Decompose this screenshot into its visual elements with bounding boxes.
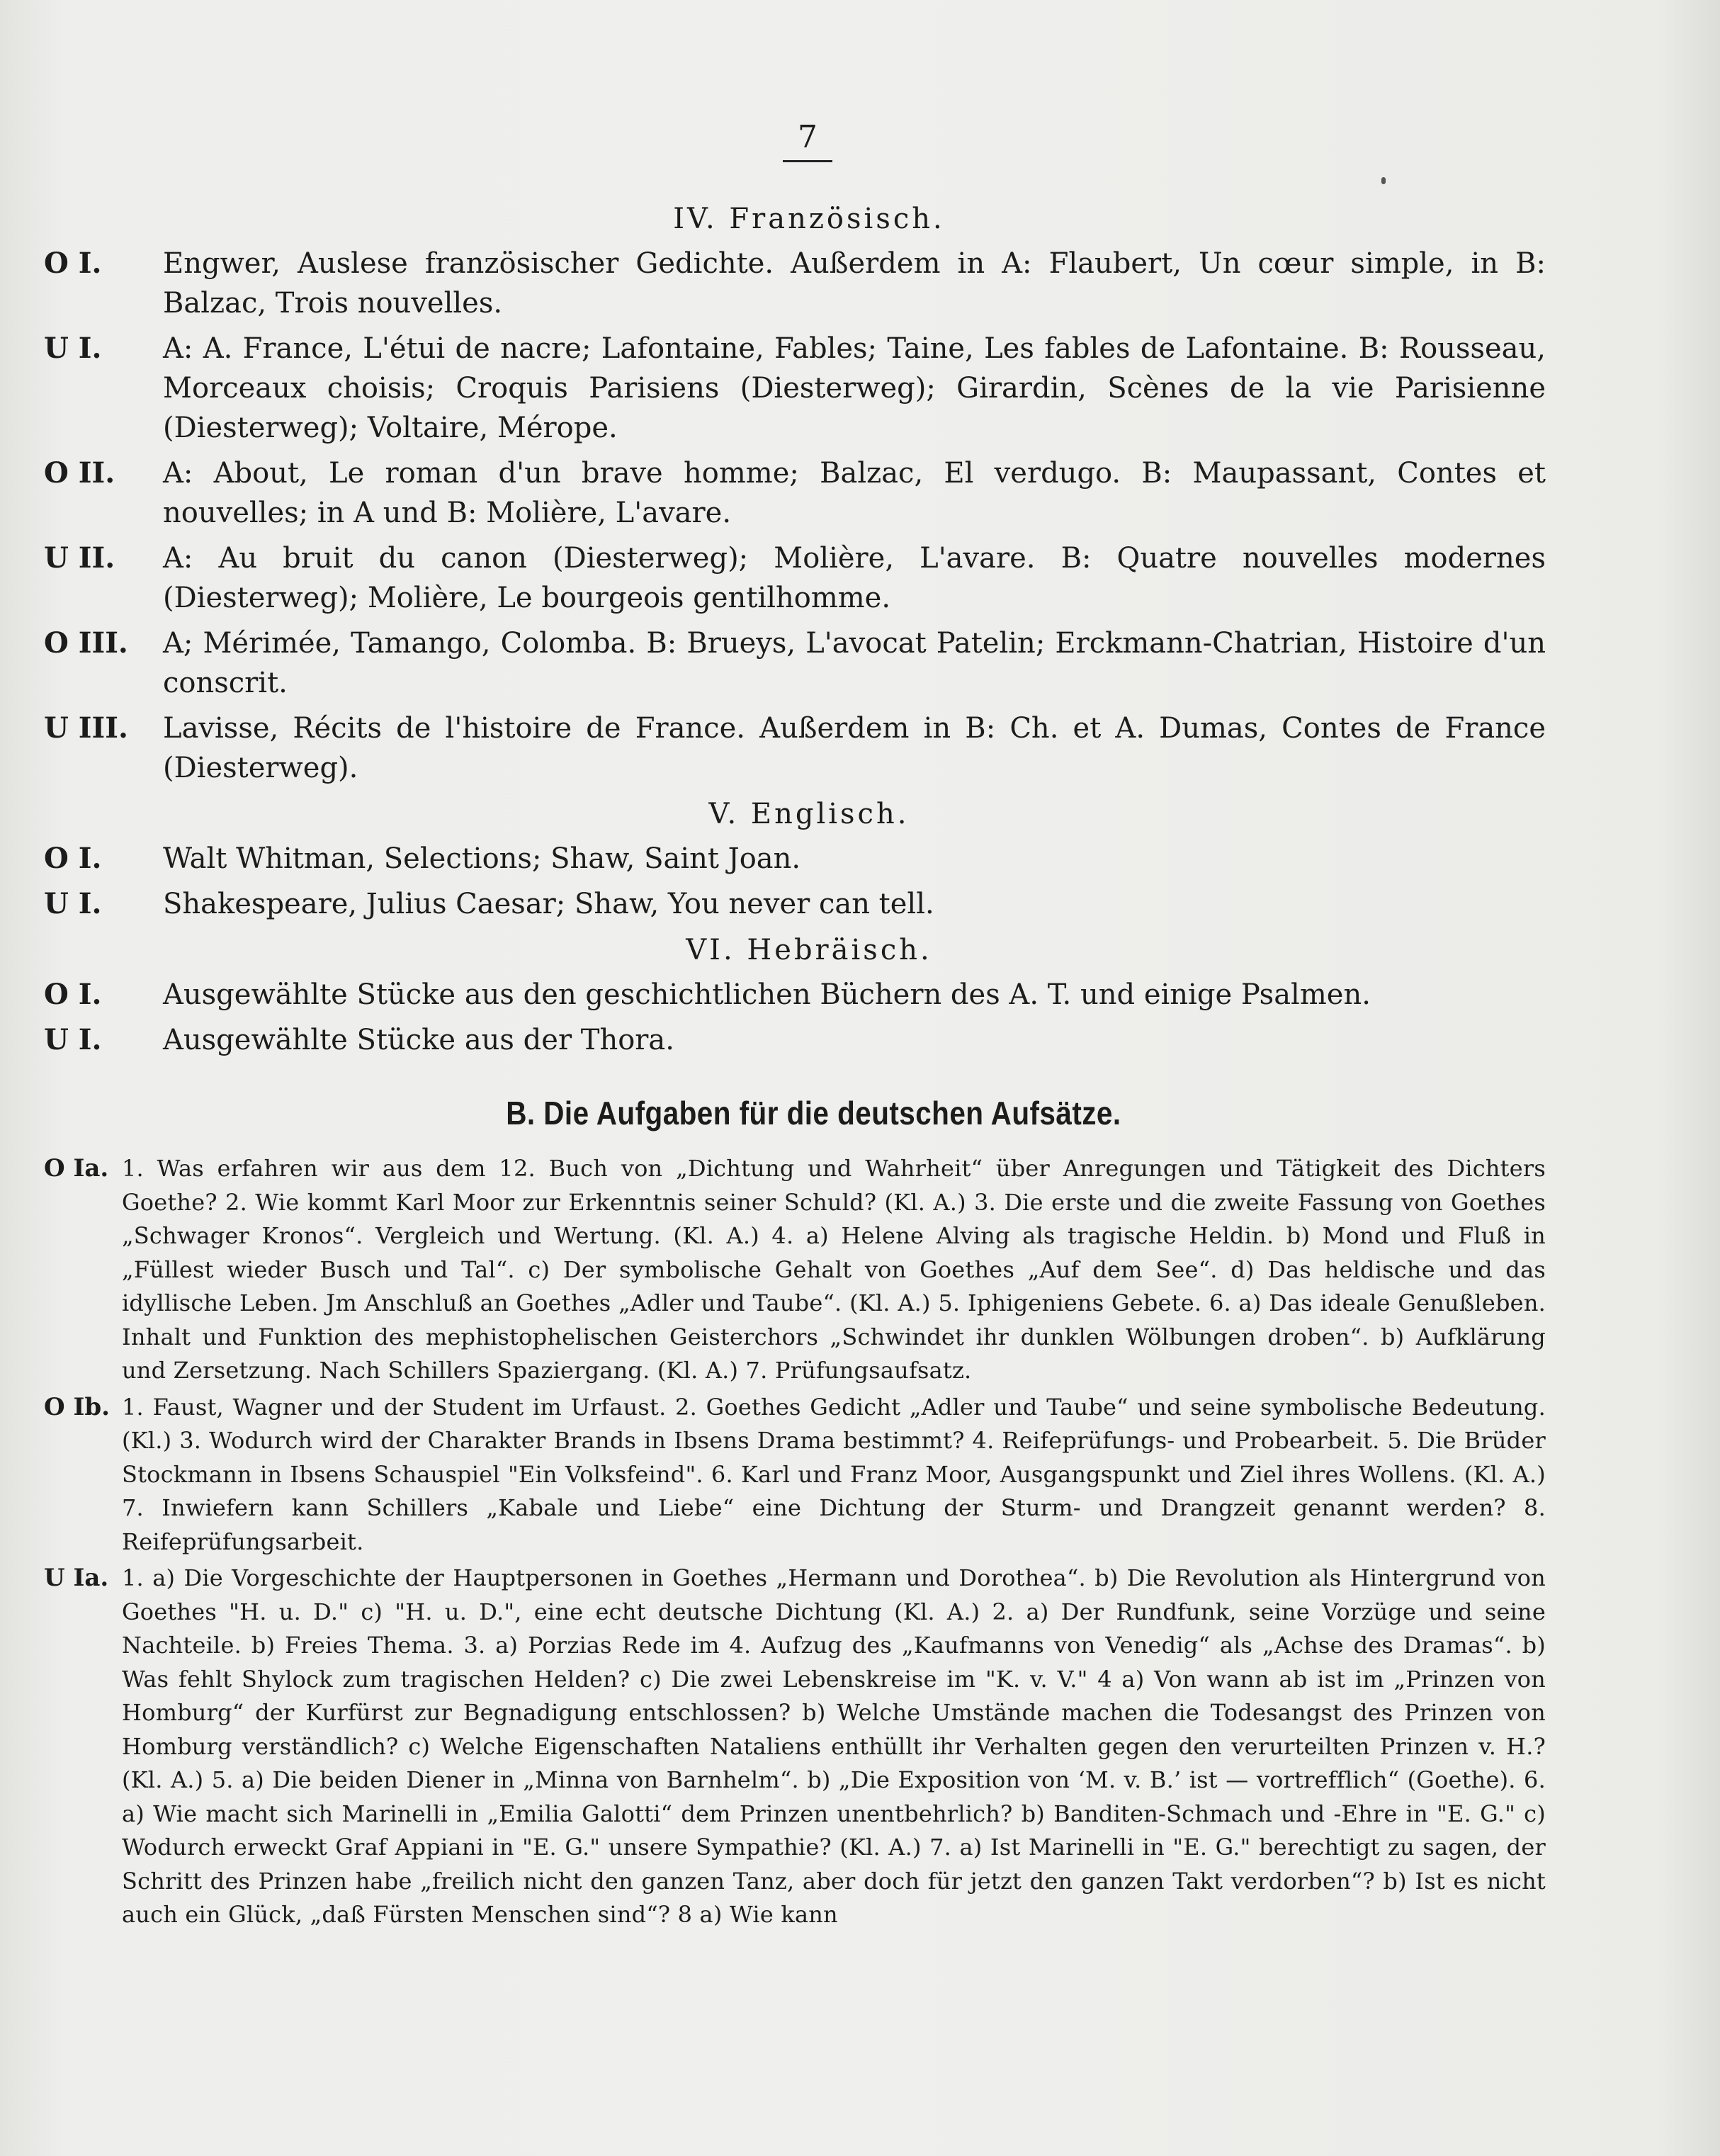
- entry: [44, 884, 1546, 924]
- entry: [44, 453, 1546, 533]
- reading-list: A: Au bruit du canon (Diesterweg); Molière, L'avare. B: Quatre nouvelles modernes (Diesterweg); Molière, Le bourgeois gentilhomme.: [163, 542, 1546, 614]
- reading-list: Ausgewählte Stücke aus der Thora.: [163, 1024, 674, 1056]
- page-number: 7: [783, 119, 832, 162]
- class-label: O Ib.: [44, 1392, 110, 1421]
- class-label: U I.: [44, 1023, 102, 1056]
- essay-topics-text: 1. a) Die Vorgeschichte der Hauptpersonen in Goethes „Hermann und Dorothea“. b) Die Revolution als Hintergrund von Goethes "H. u. D." c) "H. u. D.", eine echt deutsche Dichtung (Kl. A.) 2. a) Der Rundfunk, seine Vorzüge und seine Nachteile. b) Freies Thema. 3. a) Porzias Rede im 4. Aufzug des „Kaufmanns von Venedig“ als „Achse des Dramas“. b) Was fehlt Shylock zum tragischen Helden? c) Die zwei Lebenskreise im "K. v. V." 4 a) Von wann ab ist im „Prinzen von Homburg“ der Kurfürst zur Begnadigung entschlossen? b) Welche Umstände machen die Todesangst des Prinzen von Homburg verständlich? c) Welche Eigenschaften Nataliens enthüllt ihr Verhalten gegen den verurteilten Prinzen v. H.? (Kl. A.) 5. a) Die beiden Diener in „Minna von Barnhelm“. b) „Die Exposition von ‘M. v. B.’ ist — vortrefflich“ (Goethe). 6. a) Wie macht sich Marinelli in „Emilia Galotti“ dem Prinzen unentbehrlich? b) Banditen-Schmach und -Ehre in "E. G." c) Wodurch erweckt Graf Appiani in "E. G." unsere Sympathie? (Kl. A.) 7. a) Ist Marinelli in "E. G." berechtigt zu sagen, der Schritt des Prinzen habe „freilich nicht den ganzen Tanz, aber doch für jetzt den ganzen Takt verdorben“? b) Ist es nicht auch ein Glück, „daß Fürsten Menschen sind“? 8 a) Wie kann: [122, 1564, 1546, 1928]
- entry: [44, 975, 1546, 1015]
- class-label: U I.: [44, 887, 102, 920]
- essay-topics: [44, 1152, 1546, 1388]
- reading-list: A; Mérimée, Tamango, Colomba. B: Brueys, L'avocat Patelin; Erckmann-Chatrian, Histoire d'un conscrit.: [163, 627, 1546, 699]
- class-label: O I.: [44, 247, 102, 280]
- essay-topics: [44, 1562, 1546, 1932]
- entry: [44, 709, 1546, 788]
- entry: [44, 538, 1546, 618]
- entry: [44, 839, 1546, 879]
- entry: [44, 329, 1546, 448]
- class-label: O I.: [44, 978, 102, 1011]
- part-b-heading: B. Die Aufgaben für die deutschen Aufsätze.: [506, 1095, 1121, 1131]
- class-label: O Ia.: [44, 1154, 109, 1183]
- essay-topics-text: 1. Faust, Wagner und der Student im Urfaust. 2. Goethes Gedicht „Adler und Taube“ und seine symbolische Bedeutung. (Kl.) 3. Wodurch wird der Charakter Brands in Ibsens Drama bestimmt? 4. Reifeprüfungs- und Probearbeit. 5. Die Brüder Stockmann in Ibsens Schauspiel "Ein Volksfeind". 6. Karl und Franz Moor, Ausgangspunkt und Ziel ihres Wollens. (Kl. A.) 7. Inwiefern kann Schillers „Kabale und Liebe“ eine Dichtung der Sturm- und Drangzeit genannt werden? 8. Reifeprüfungsarbeit.: [122, 1393, 1546, 1555]
- class-label: U Ia.: [44, 1564, 109, 1592]
- reading-list: A: A. France, L'étui de nacre; Lafontaine, Fables; Taine, Les fables de Lafontaine. B: Rousseau, Morceaux choisis; Croquis Parisiens (Diesterweg); Girardin, Scènes de la vie Parisienne (Diesterweg); Voltaire, Mérope.: [163, 332, 1546, 444]
- section-title-franzoesisch: IV. Französisch.: [673, 203, 945, 235]
- class-label: U II.: [44, 541, 115, 575]
- section-title-englisch: V. Englisch.: [708, 798, 910, 830]
- page-content: [44, 198, 1546, 1935]
- class-label: U I.: [44, 332, 102, 365]
- reading-list: A: About, Le roman d'un brave homme; Balzac, El verdugo. B: Maupassant, Contes et nouvelles; in A und B: Molière, L'avare.: [163, 457, 1546, 529]
- reading-list: Shakespeare, Julius Caesar; Shaw, You never can tell.: [163, 888, 934, 920]
- section-title-hebraeisch: VI. Hebräisch.: [686, 934, 932, 966]
- ink-speck: [1381, 177, 1386, 184]
- class-label: O II.: [44, 456, 115, 490]
- essay-topics-text: 1. Was erfahren wir aus dem 12. Buch von „Dichtung und Wahrheit“ über Anregungen und Tätigkeit des Dichters Goethe? 2. Wie kommt Karl Moor zur Erkenntnis seiner Schuld? (Kl. A.) 3. Die erste und die zweite Fassung von Goethes „Schwager Kronos“. Vergleich und Wertung. (Kl. A.) 4. a) Helene Alving als tragische Heldin. b) Mond und Fluß in „Füllest wieder Busch und Tal“. c) Der symbolische Gehalt von Goethes „Auf dem See“. d) Das heldische und das idyllische Leben. Jm Anschluß an Goethes „Adler und Taube“. (Kl. A.) 5. Iphigeniens Gebete. 6. a) Das ideale Genußleben. Inhalt und Funktion des mephistophelischen Geisterchors „Schwindet ihr dunklen Wölbungen droben“. b) Aufklärung und Zersetzung. Nach Schillers Spaziergang. (Kl. A.) 7. Prüfungsaufsatz.: [122, 1155, 1546, 1384]
- reading-list: Engwer, Auslese französischer Gedichte. Außerdem in A: Flaubert, Un cœur simple, in B: Balzac, Trois nouvelles.: [163, 247, 1546, 320]
- reading-list: Ausgewählte Stücke aus den geschichtlichen Büchern des A. T. und einige Psalmen.: [163, 978, 1371, 1011]
- essay-topics: [44, 1391, 1546, 1559]
- class-label: O III.: [44, 626, 128, 660]
- class-label: O I.: [44, 842, 102, 875]
- reading-list: Walt Whitman, Selections; Shaw, Saint Joan.: [163, 842, 801, 875]
- class-label: U III.: [44, 711, 128, 745]
- entry: [44, 244, 1546, 323]
- entry: [44, 1020, 1546, 1060]
- entry: [44, 623, 1546, 703]
- reading-list: Lavisse, Récits de l'histoire de France. Außerdem in B: Ch. et A. Dumas, Contes de France (Diesterweg).: [163, 712, 1546, 784]
